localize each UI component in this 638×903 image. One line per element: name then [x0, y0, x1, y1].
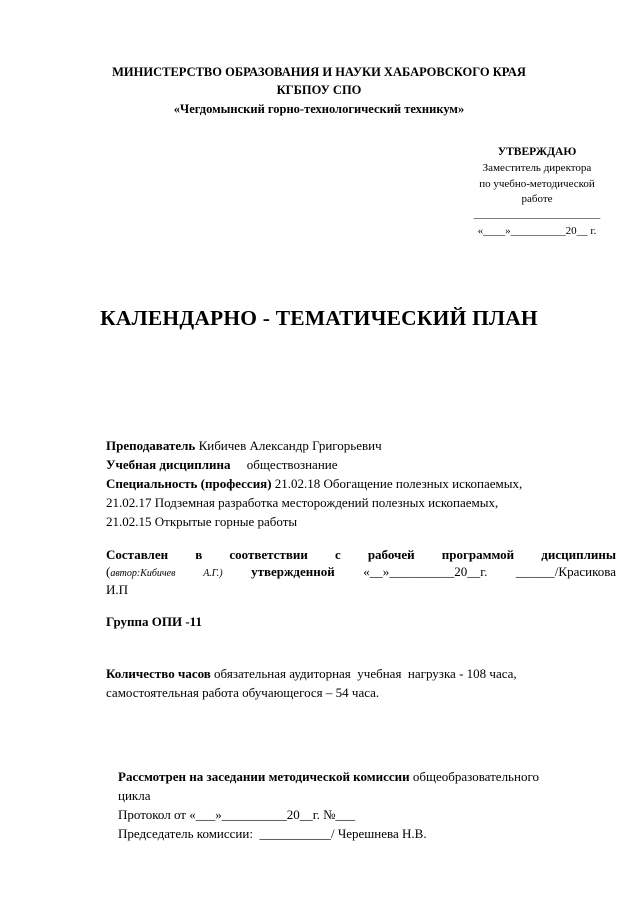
compiled-date-signature: «__»__________20__г. ______/Красикова: [334, 564, 616, 579]
institution-short: КГБПОУ СПО: [276, 83, 362, 97]
protocol-line: Протокол от «___»__________20__г. №___: [118, 807, 355, 822]
specialty-line2: 21.02.17 Подземная разработка месторождений полезных ископаемых,: [106, 495, 499, 510]
specialty-label: Специальность (профессия): [106, 476, 272, 491]
specialty-line3: 21.02.15 Открытые горные работы: [106, 514, 298, 529]
approval-signature-line: _______________________: [473, 208, 601, 220]
compiled-line1: Составлен в соответствии с рабочей программой дисциплины: [106, 547, 616, 562]
commission-label: Рассмотрен на заседании методической комиссии: [118, 769, 410, 784]
hours-line2: самостоятельная работа обучающегося – 54 часа.: [106, 685, 380, 700]
compiled-approved: утвержденной: [222, 564, 335, 579]
document-title: КАЛЕНДАРНО - ТЕМАТИЧЕСКИЙ ПЛАН: [100, 306, 538, 330]
discipline-line: [106, 455, 616, 474]
commission-value: общеобразовательного: [409, 769, 539, 784]
approval-position-line2: по учебно-методической: [479, 178, 595, 190]
hours-value: обязательная аудиторная учебная нагрузка - 108 часа,: [210, 666, 517, 681]
approval-position-line1: Заместитель директора: [482, 162, 592, 174]
compiled-paren: (: [106, 564, 111, 579]
approval-date-line: «____»__________20__ г.: [477, 225, 597, 237]
commission-chair-line: Председатель комиссии: ___________/ Черешнева Н.В.: [118, 826, 427, 841]
teacher-line: [106, 436, 616, 455]
teacher-label: Преподаватель: [106, 438, 196, 453]
specialty-value: 21.02.18 Обогащение полезных ископаемых,: [271, 476, 523, 491]
institution-name: «Чегдомынский горно-технологический техникум»: [173, 102, 465, 116]
discipline-value: обществознание: [230, 457, 338, 472]
group-label: Группа ОПИ -11: [106, 614, 202, 629]
approval-title: УТВЕРЖДАЮ: [497, 146, 577, 158]
compiled-line3: И.П: [106, 582, 129, 597]
approval-position-line3: работе: [521, 193, 553, 205]
commission-line2: цикла: [118, 788, 151, 803]
discipline-label: Учебная дисциплина: [106, 457, 231, 472]
hours-label: Количество часов: [106, 666, 211, 681]
ministry-heading: МИНИСТЕРСТВО ОБРАЗОВАНИЯ И НАУКИ ХАБАРОВСКОГО КРАЯ: [112, 65, 526, 79]
hours-line: [106, 664, 616, 683]
specialty-line: [106, 474, 616, 493]
commission-line: [118, 767, 618, 786]
compiled-author: автор:Кибичев А.Г.): [110, 568, 223, 579]
teacher-value: Кибичев Александр Григорьевич: [195, 438, 382, 453]
